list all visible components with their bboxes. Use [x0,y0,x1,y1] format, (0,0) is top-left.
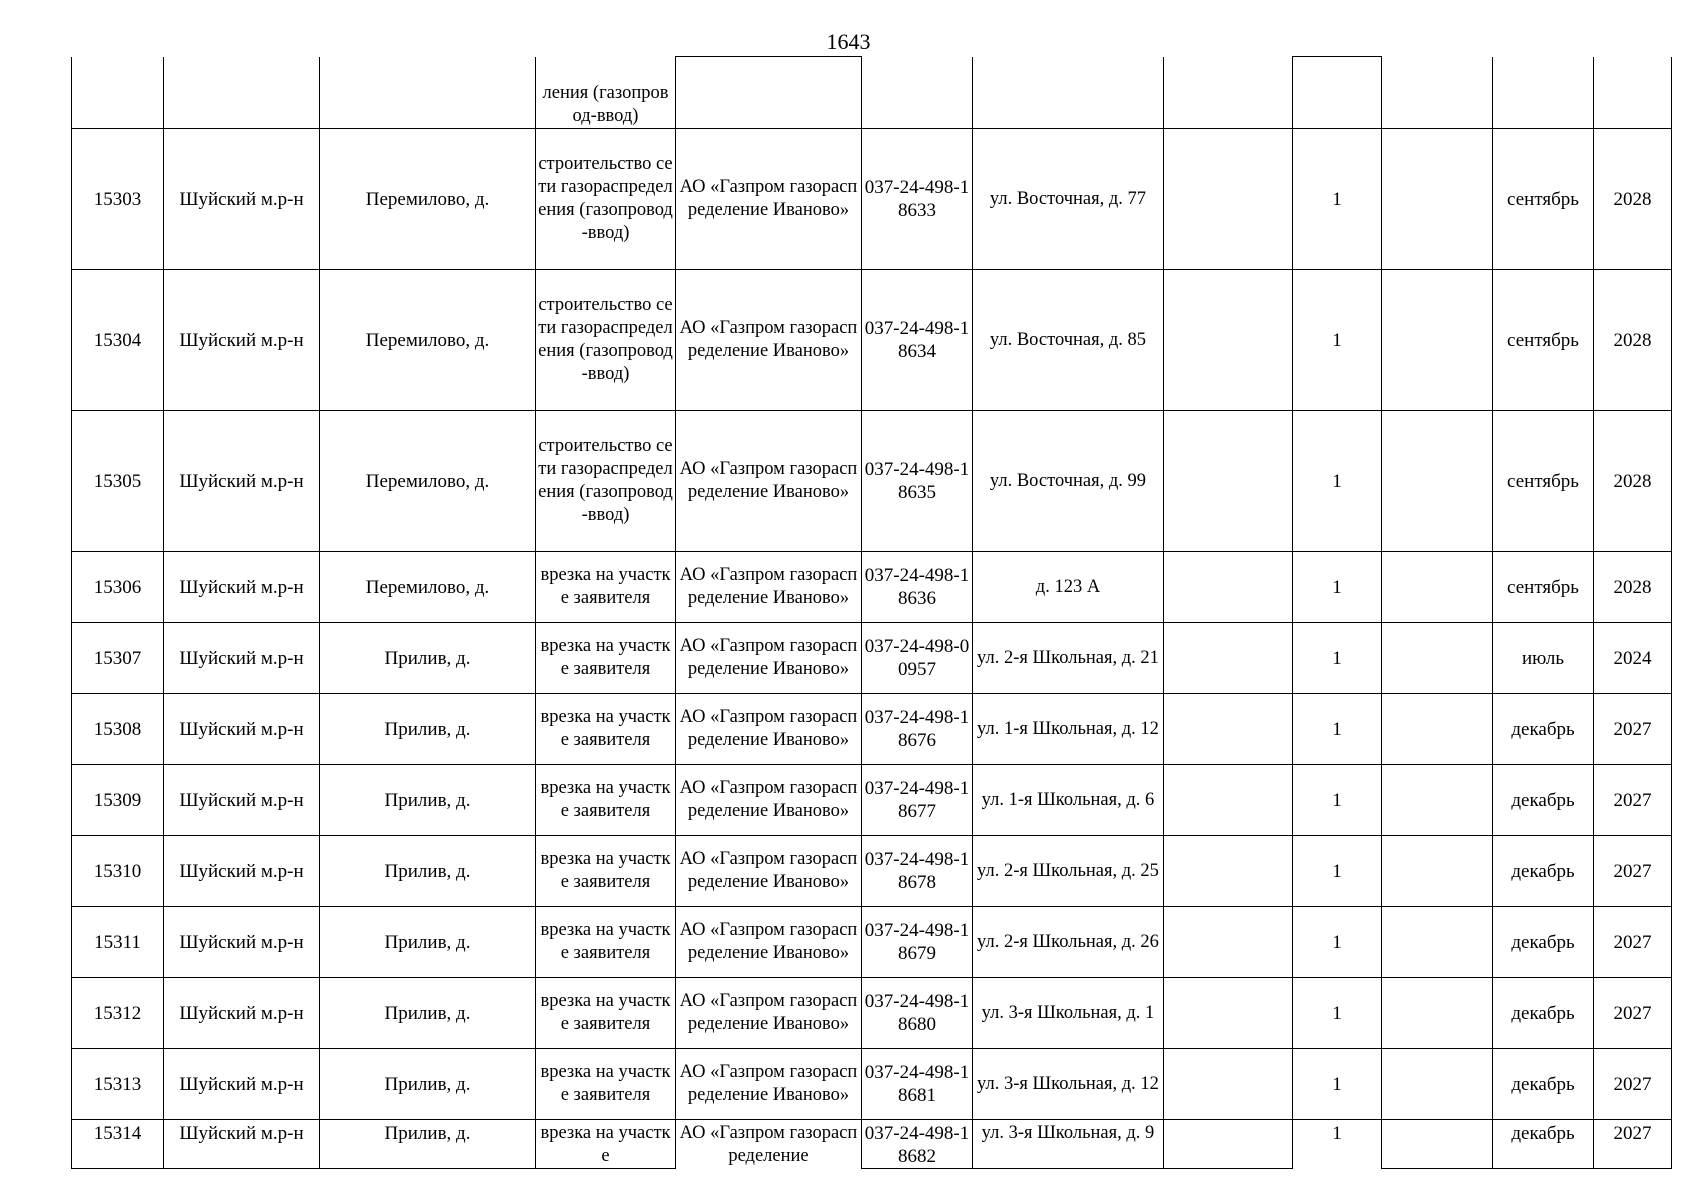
cell-id: 15307 [72,623,164,694]
cell-id: 15312 [72,978,164,1049]
cell-address [973,57,1164,129]
cell-org: АО «Газпром газораспределение Иваново» [676,907,862,978]
cell-id: 15313 [72,1049,164,1120]
cell-year: 2027 [1594,694,1672,765]
cell-org: АО «Газпром газораспределение Иваново» [676,978,862,1049]
cell-work-type: врезка на участке заявителя [536,765,676,836]
cell-year: 2027 [1594,765,1672,836]
gas-connection-table [71,56,1672,1169]
cell-col10 [1382,907,1493,978]
cell-locality: Прилив, д. [320,765,536,836]
cell-year: 2027 [1594,907,1672,978]
cell-address: д. 123 А [973,552,1164,623]
cell-month: сентябрь [1493,270,1594,411]
cell-col10 [1382,552,1493,623]
cell-count: 1 [1293,978,1382,1049]
table-row [72,1120,1672,1169]
cell-work-type: строительство сети газораспределения (газопровод-ввод) [536,411,676,552]
cell-work-type: ления (газопровод-ввод) [536,57,676,129]
cell-district: Шуйский м.р-н [164,907,320,978]
cell-org: АО «Газпром газораспределение Иваново» [676,694,862,765]
cell-year: 2028 [1594,129,1672,270]
cell-count: 1 [1293,1049,1382,1120]
cell-district: Шуйский м.р-н [164,270,320,411]
cell-address: ул. Восточная, д. 99 [973,411,1164,552]
cell-code: 037-24-498-18677 [862,765,973,836]
cell-id: 15308 [72,694,164,765]
cell-org: АО «Газпром газораспределение [676,1120,862,1169]
table-row [72,836,1672,907]
cell-id: 15306 [72,552,164,623]
cell-work-type: врезка на участке заявителя [536,1049,676,1120]
cell-id: 15303 [72,129,164,270]
cell-district: Шуйский м.р-н [164,694,320,765]
cell-col10 [1382,765,1493,836]
cell-district: Шуйский м.р-н [164,836,320,907]
cell-col10 [1382,694,1493,765]
cell-address: ул. 3-я Школьная, д. 12 [973,1049,1164,1120]
cell-locality: Перемилово, д. [320,411,536,552]
cell-org: АО «Газпром газораспределение Иваново» [676,623,862,694]
table-row [72,623,1672,694]
cell-work-type: врезка на участке заявителя [536,907,676,978]
table-row [72,978,1672,1049]
cell-address: ул. 2-я Школьная, д. 25 [973,836,1164,907]
cell-district: Шуйский м.р-н [164,1049,320,1120]
cell-code: 037-24-498-18635 [862,411,973,552]
cell-count: 1 [1293,623,1382,694]
cell-org [676,57,862,129]
cell-work-type: врезка на участке заявителя [536,552,676,623]
cell-address: ул. Восточная, д. 85 [973,270,1164,411]
table-row [72,1049,1672,1120]
cell-org: АО «Газпром газораспределение Иваново» [676,129,862,270]
table-row [72,129,1672,270]
cell-col8 [1164,1049,1293,1120]
table-row [72,765,1672,836]
cell-district: Шуйский м.р-н [164,1120,320,1169]
cell-district: Шуйский м.р-н [164,623,320,694]
cell-month: сентябрь [1493,411,1594,552]
cell-col10 [1382,270,1493,411]
cell-month: декабрь [1493,907,1594,978]
cell-code: 037-24-498-18678 [862,836,973,907]
cell-count: 1 [1293,552,1382,623]
cell-work-type: строительство сети газораспределения (газопровод-ввод) [536,270,676,411]
cell-count: 1 [1293,694,1382,765]
cell-address: ул. Восточная, д. 77 [973,129,1164,270]
cell-col10 [1382,129,1493,270]
cell-code: 037-24-498-18636 [862,552,973,623]
cell-col8 [1164,836,1293,907]
table-row [72,270,1672,411]
cell-work-type: врезка на участке [536,1120,676,1169]
cell-count [1293,57,1382,129]
cell-col8 [1164,411,1293,552]
cell-col10 [1382,411,1493,552]
cell-month: июль [1493,623,1594,694]
cell-year: 2028 [1594,411,1672,552]
cell-locality: Прилив, д. [320,1049,536,1120]
cell-address: ул. 1-я Школьная, д. 6 [973,765,1164,836]
cell-locality: Прилив, д. [320,1120,536,1169]
cell-year: 2024 [1594,623,1672,694]
cell-district: Шуйский м.р-н [164,978,320,1049]
cell-count: 1 [1293,836,1382,907]
cell-year: 2027 [1594,1120,1672,1169]
cell-year: 2028 [1594,552,1672,623]
cell-month: сентябрь [1493,552,1594,623]
cell-work-type: врезка на участке заявителя [536,623,676,694]
cell-month: декабрь [1493,765,1594,836]
table-row [72,552,1672,623]
cell-locality: Прилив, д. [320,978,536,1049]
cell-district: Шуйский м.р-н [164,411,320,552]
cell-count: 1 [1293,1120,1382,1169]
cell-count: 1 [1293,907,1382,978]
cell-org: АО «Газпром газораспределение Иваново» [676,270,862,411]
cell-col8 [1164,129,1293,270]
cell-work-type: врезка на участке заявителя [536,694,676,765]
cell-col8 [1164,978,1293,1049]
cell-month: декабрь [1493,836,1594,907]
cell-month: сентябрь [1493,129,1594,270]
cell-year: 2028 [1594,270,1672,411]
cell-district: Шуйский м.р-н [164,129,320,270]
cell-code: 037-24-498-18633 [862,129,973,270]
cell-year: 2027 [1594,978,1672,1049]
cell-year [1594,57,1672,129]
cell-col10 [1382,836,1493,907]
cell-work-type: строительство сети газораспределения (газопровод-ввод) [536,129,676,270]
cell-count: 1 [1293,129,1382,270]
cell-month: декабрь [1493,1049,1594,1120]
cell-col8 [1164,623,1293,694]
cell-district [164,57,320,129]
table-row [72,694,1672,765]
cell-locality: Перемилово, д. [320,270,536,411]
cell-code: 037-24-498-18634 [862,270,973,411]
cell-col10 [1382,1049,1493,1120]
cell-col10 [1382,57,1493,129]
cell-locality: Прилив, д. [320,694,536,765]
table-row [72,907,1672,978]
cell-locality: Прилив, д. [320,907,536,978]
cell-id: 15311 [72,907,164,978]
cell-month: декабрь [1493,694,1594,765]
cell-org: АО «Газпром газораспределение Иваново» [676,836,862,907]
cell-col8 [1164,765,1293,836]
cell-col10 [1382,623,1493,694]
cell-locality: Перемилово, д. [320,552,536,623]
cell-locality [320,57,536,129]
cell-code: 037-24-498-18681 [862,1049,973,1120]
cell-col8 [1164,694,1293,765]
cell-col8 [1164,907,1293,978]
cell-locality: Прилив, д. [320,836,536,907]
cell-count: 1 [1293,411,1382,552]
cell-year: 2027 [1594,1049,1672,1120]
cell-address: ул. 2-я Школьная, д. 21 [973,623,1164,694]
cell-id: 15309 [72,765,164,836]
cell-org: АО «Газпром газораспределение Иваново» [676,411,862,552]
cell-col10 [1382,978,1493,1049]
cell-id: 15314 [72,1120,164,1169]
cell-work-type: врезка на участке заявителя [536,978,676,1049]
cell-org: АО «Газпром газораспределение Иваново» [676,552,862,623]
table-row-continued [72,57,1672,129]
cell-month: декабрь [1493,978,1594,1049]
cell-address: ул. 1-я Школьная, д. 12 [973,694,1164,765]
cell-code: 037-24-498-18676 [862,694,973,765]
cell-district: Шуйский м.р-н [164,765,320,836]
cell-code: 037-24-498-00957 [862,623,973,694]
cell-col8 [1164,1120,1293,1169]
cell-count: 1 [1293,270,1382,411]
table-row [72,411,1672,552]
cell-locality: Перемилово, д. [320,129,536,270]
page-number: 1643 [826,29,871,54]
cell-org: АО «Газпром газораспределение Иваново» [676,1049,862,1120]
cell-col10 [1382,1120,1493,1169]
cell-col8 [1164,57,1293,129]
cell-locality: Прилив, д. [320,623,536,694]
table-body [72,57,1672,1169]
cell-code: 037-24-498-18682 [862,1120,973,1169]
cell-org: АО «Газпром газораспределение Иваново» [676,765,862,836]
cell-code: 037-24-498-18680 [862,978,973,1049]
cell-id: 15310 [72,836,164,907]
cell-col8 [1164,270,1293,411]
cell-id: 15305 [72,411,164,552]
cell-address: ул. 3-я Школьная, д. 1 [973,978,1164,1049]
cell-month [1493,57,1594,129]
cell-address: ул. 2-я Школьная, д. 26 [973,907,1164,978]
cell-id [72,57,164,129]
cell-code: 037-24-498-18679 [862,907,973,978]
cell-month: декабрь [1493,1120,1594,1169]
cell-work-type: врезка на участке заявителя [536,836,676,907]
cell-count: 1 [1293,765,1382,836]
cell-district: Шуйский м.р-н [164,552,320,623]
cell-code [862,57,973,129]
cell-year: 2027 [1594,836,1672,907]
cell-address: ул. 3-я Школьная, д. 9 [973,1120,1164,1169]
cell-col8 [1164,552,1293,623]
cell-id: 15304 [72,270,164,411]
